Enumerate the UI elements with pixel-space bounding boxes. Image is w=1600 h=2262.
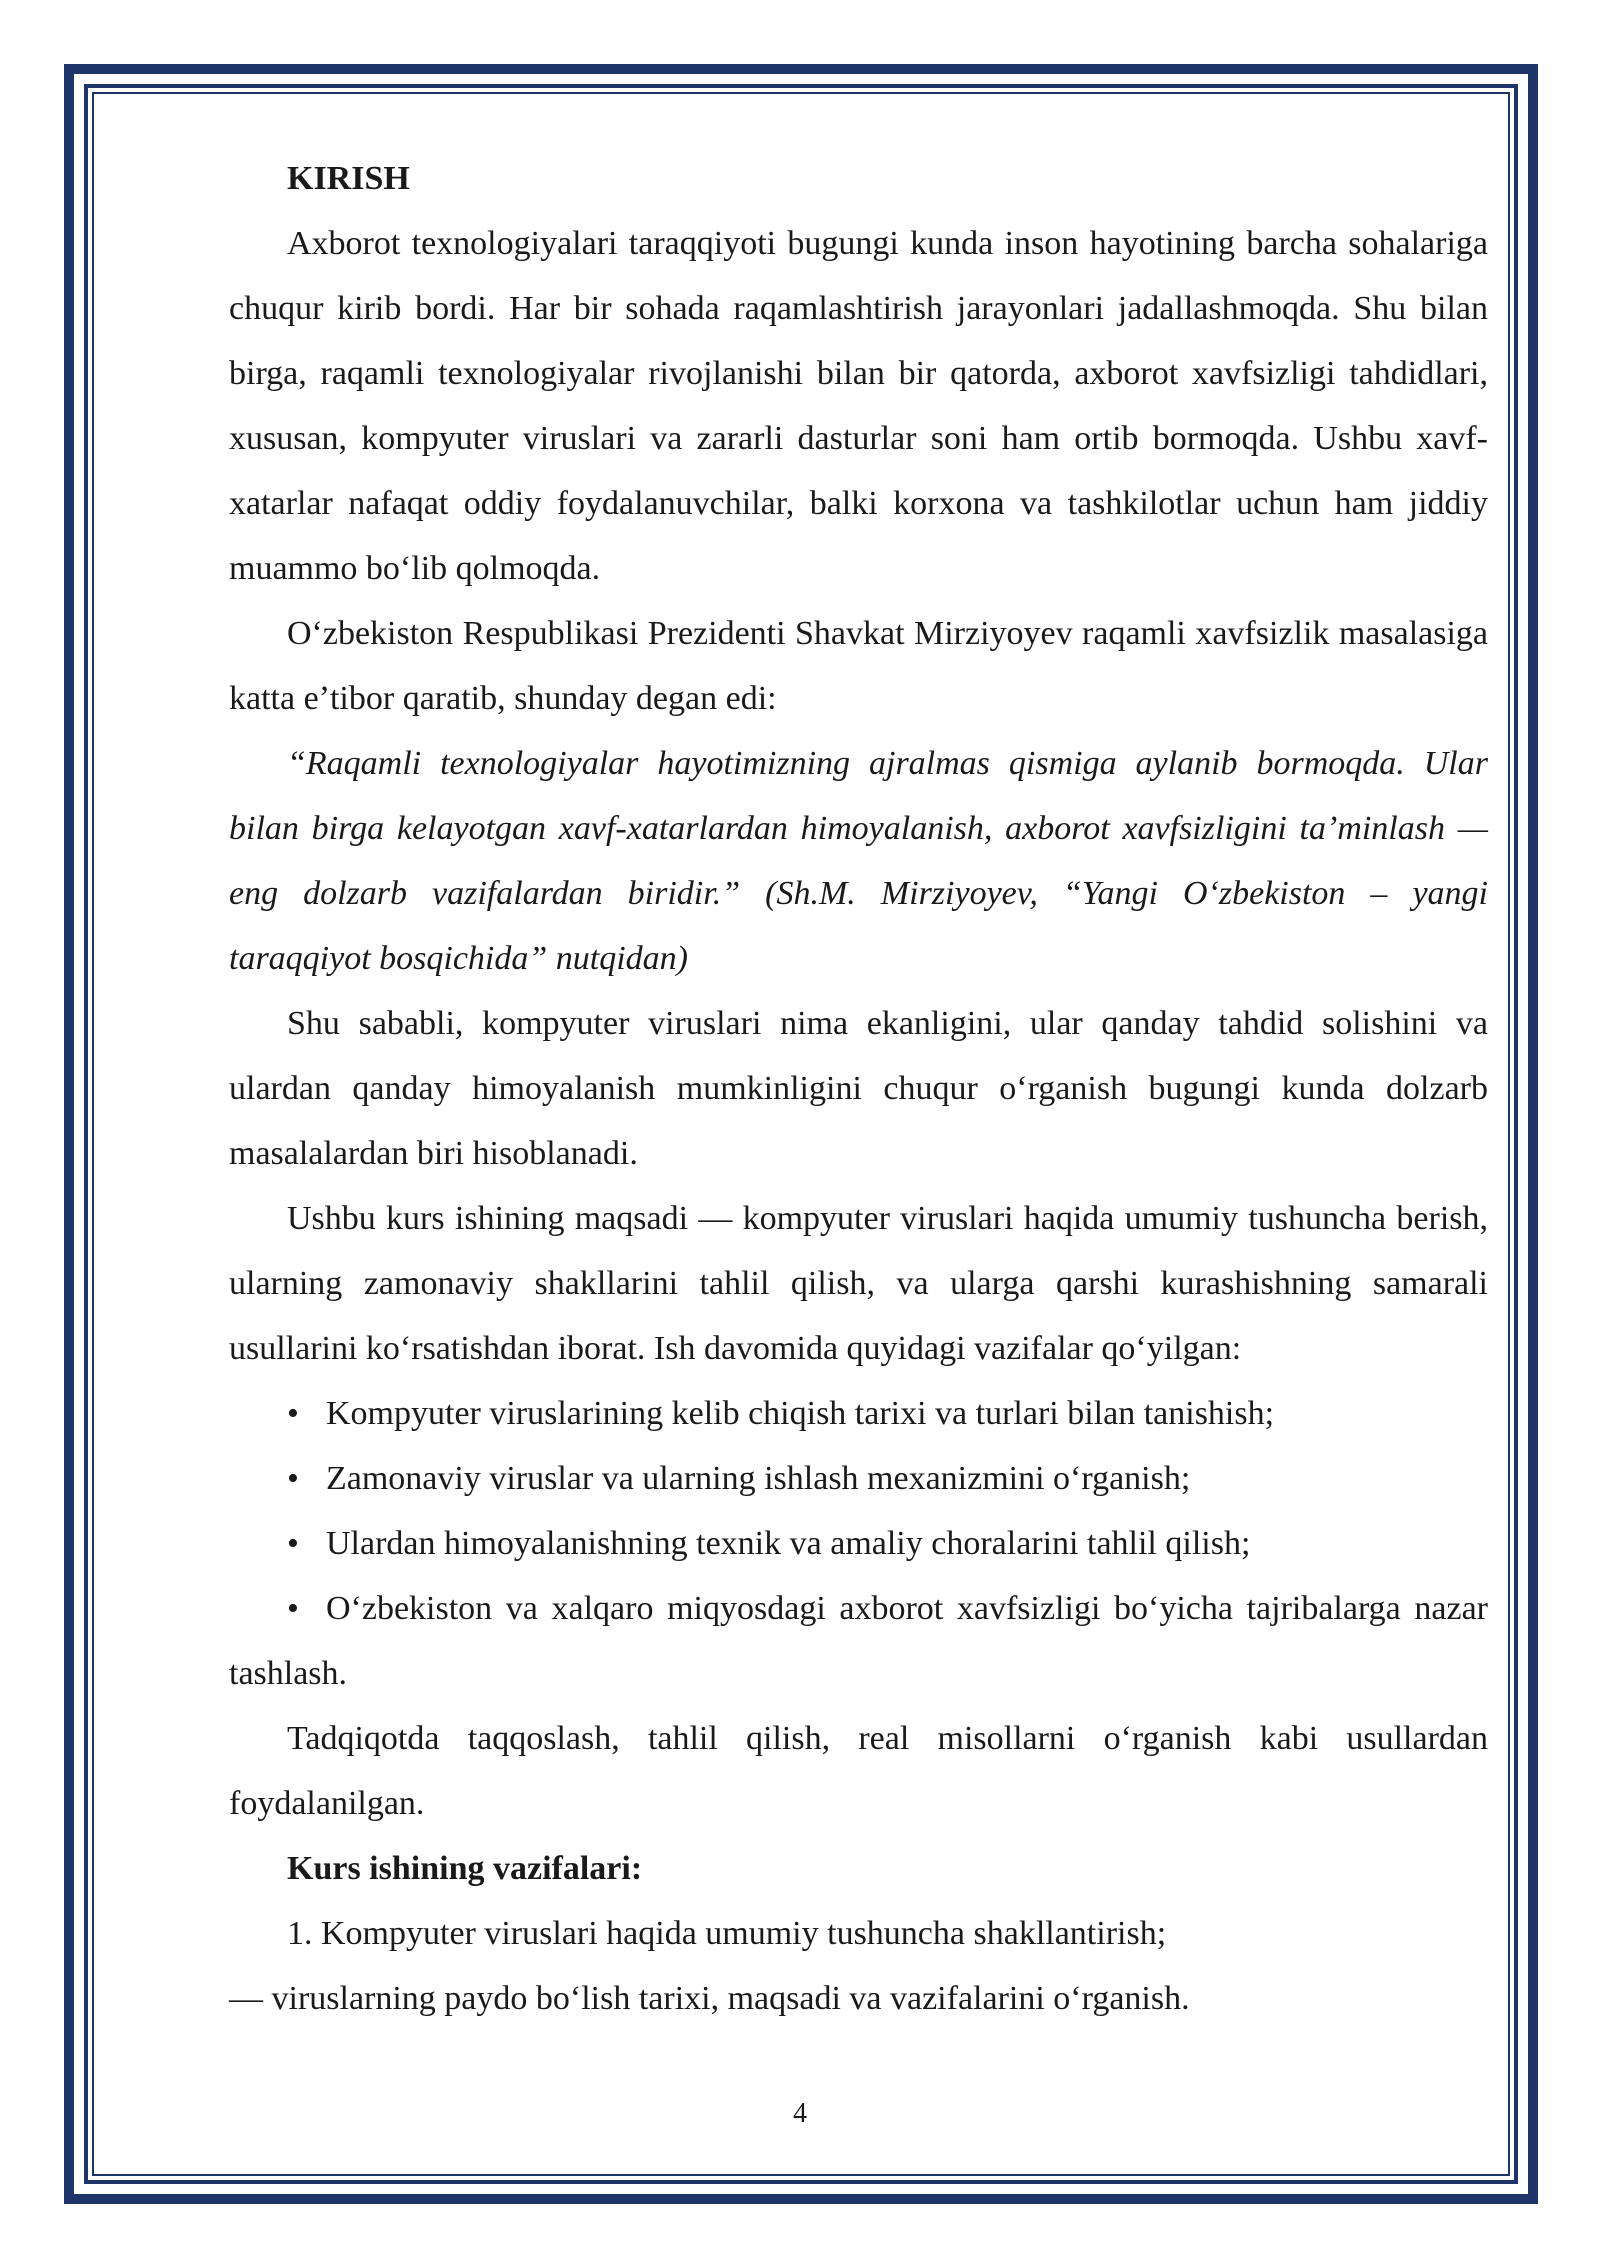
list-item xyxy=(229,1576,1488,1706)
list-item xyxy=(229,1381,1488,1446)
list-item xyxy=(229,1446,1488,1511)
president-quote: “Raqamli texnologiyalar hayotimizning ajralmas qismiga aylanib bormoqda. Ular bilan birga kelayotgan xavf-xatarlardan himoyalanish, axborot xavfsizligini taʼminlash — eng dolzarb vazifalardan biridir.” (Sh.M. Mirziyoyev, “Yangi Oʻzbekiston – yangi taraqqiyot bosqichida” nutqidan) xyxy=(229,745,1488,977)
page-number: 4 xyxy=(793,2098,807,2129)
section-heading: KIRISH xyxy=(287,160,410,197)
document-body xyxy=(229,146,1488,2031)
list-item xyxy=(229,1511,1488,1576)
list-item-text: Oʻzbekiston va xalqaro miqyosdagi axborot xavfsizligi boʻyicha tajribalarga nazar tashlash. xyxy=(229,1590,1488,1692)
task-list xyxy=(229,1381,1488,1706)
list-item-text: Kompyuter viruslarining kelib chiqish tarixi va turlari bilan tanishish; xyxy=(326,1395,1275,1432)
dash-item: — viruslarning paydo boʻlish tarixi, maqsadi va vazifalarini oʻrganish. xyxy=(229,1980,1190,2017)
president-paragraph: Oʻzbekiston Respublikasi Prezidenti Shavkat Mirziyoyev raqamli xavfsizlik masalasiga katta eʼtibor qaratib, shunday degan edi: xyxy=(229,615,1488,717)
bullet-icon: • xyxy=(287,1395,299,1432)
bullet-icon: • xyxy=(287,1525,299,1562)
importance-paragraph: Shu sababli, kompyuter viruslari nima ekanligini, ular qanday tahdid solishini va ulardan qanday himoyalanish mumkinligini chuqur oʻrganish bugungi kunda dolzarb masalalardan biri hisoblanadi. xyxy=(229,1005,1488,1172)
methods-paragraph: Tadqiqotda taqqoslash, tahlil qilish, real misollarni oʻrganish kabi usullardan foydalanilgan. xyxy=(229,1720,1488,1822)
list-item-text: Ulardan himoyalanishning texnik va amaliy choralarini tahlil qilish; xyxy=(326,1525,1251,1562)
subheading: Kurs ishining vazifalari: xyxy=(287,1850,643,1887)
list-item-text: Zamonaviy viruslar va ularning ishlash mexanizmini oʻrganish; xyxy=(326,1460,1191,1497)
numbered-item: 1. Kompyuter viruslari haqida umumiy tushuncha shakllantirish; xyxy=(287,1915,1167,1952)
bullet-icon: • xyxy=(287,1590,299,1627)
intro-paragraph: Axborot texnologiyalari taraqqiyoti bugungi kunda inson hayotining barcha sohalariga chuqur kirib bordi. Har bir sohada raqamlashtirish jarayonlari jadallashmoqda. Shu bilan birga, raqamli texnologiyalar rivojlanishi bilan bir qatorda, axborot xavfsizligi tahdidlari, xususan, kompyuter viruslari va zararli dasturlar soni ham ortib bormoqda. Ushbu xavf-xatarlar nafaqat oddiy foydalanuvchilar, balki korxona va tashkilotlar uchun ham jiddiy muammo boʻlib qolmoqda. xyxy=(229,225,1488,587)
bullet-icon: • xyxy=(287,1460,299,1497)
purpose-paragraph: Ushbu kurs ishining maqsadi — kompyuter viruslari haqida umumiy tushuncha berish, ularning zamonaviy shakllarini tahlil qilish, va ularga qarshi kurashishning samarali usullarini koʻrsatishdan iborat. Ish davomida quyidagi vazifalar qoʻyilgan: xyxy=(229,1200,1488,1367)
